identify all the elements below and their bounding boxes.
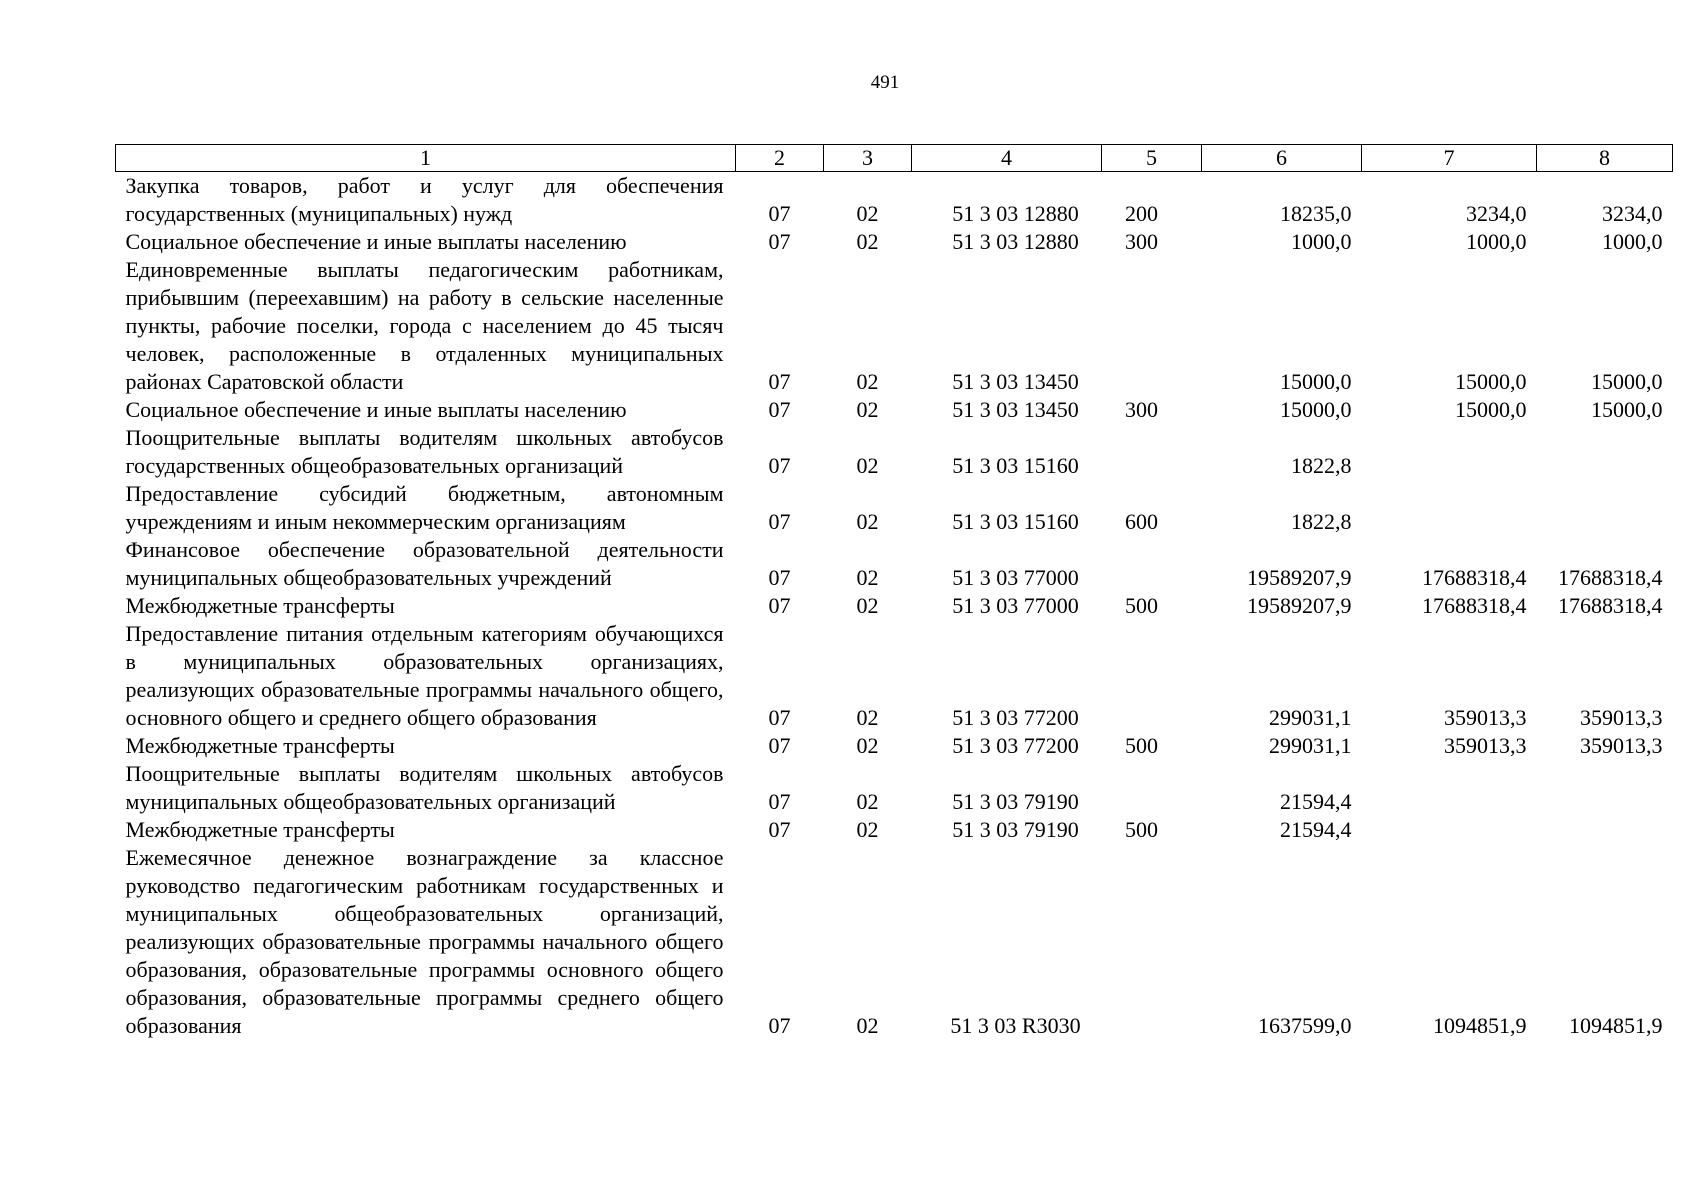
subsection-code: 02	[856, 229, 879, 254]
table-body	[116, 172, 1673, 1041]
amount-column-6: 18235,0	[1280, 201, 1352, 226]
table-header-row	[116, 145, 1673, 172]
amount-column-8	[1537, 424, 1673, 480]
target-article-code: 51 3 03 77200	[952, 705, 1079, 730]
amount-column-8: 15000,0	[1591, 397, 1663, 422]
amount-column-6: 1822,8	[1291, 453, 1352, 478]
amount-column-8: 3234,0	[1602, 201, 1663, 226]
amount-column-8: 17688318,4	[1558, 565, 1663, 590]
subsection-code: 02	[856, 565, 879, 590]
amount-column-7: 1094851,9	[1433, 1013, 1527, 1038]
target-article-code: 51 3 03 13450	[952, 369, 1079, 394]
amount-column-8	[1537, 480, 1673, 536]
column-header-7: 7	[1362, 145, 1537, 172]
subsection-code: 02	[856, 453, 879, 478]
page-number: 491	[870, 72, 900, 93]
expense-type-code: 300	[1125, 229, 1158, 254]
expense-type-code: 500	[1125, 733, 1158, 758]
row-description: Поощрительные выплаты водителям школьных автобусов муниципальных общеобразовательных организаций	[125, 761, 724, 814]
amount-column-7: 3234,0	[1466, 201, 1527, 226]
subsection-code: 02	[856, 1013, 879, 1038]
amount-column-8: 359013,3	[1580, 733, 1663, 758]
amount-column-8	[1537, 760, 1673, 816]
table-row	[116, 172, 1673, 229]
subsection-code: 02	[856, 509, 879, 534]
amount-column-8: 1094851,9	[1569, 1013, 1663, 1038]
column-header-2: 2	[736, 145, 824, 172]
target-article-code: 51 3 03 79190	[952, 817, 1079, 842]
row-description: Финансовое обеспечение образовательной деятельности муниципальных общеобразовательных учреждений	[125, 537, 724, 590]
amount-column-6: 1822,8	[1291, 509, 1352, 534]
expense-type-code	[1102, 424, 1202, 480]
target-article-code: 51 3 03 12880	[952, 229, 1079, 254]
target-article-code: 51 3 03 77000	[952, 565, 1079, 590]
row-description: Межбюджетные трансферты	[125, 817, 395, 842]
target-article-code: 51 3 03 12880	[952, 201, 1079, 226]
expense-type-code: 500	[1125, 593, 1158, 618]
column-header-4: 4	[912, 145, 1102, 172]
section-code: 07	[768, 397, 791, 422]
row-description: Поощрительные выплаты водителям школьных автобусов государственных общеобразовательных организаций	[125, 425, 724, 478]
target-article-code: 51 3 03 77200	[952, 733, 1079, 758]
expense-type-code: 300	[1125, 397, 1158, 422]
row-description: Межбюджетные трансферты	[125, 593, 395, 618]
expense-type-code	[1102, 620, 1202, 732]
expense-type-code	[1102, 760, 1202, 816]
section-code: 07	[768, 817, 791, 842]
section-code: 07	[768, 201, 791, 226]
subsection-code: 02	[856, 817, 879, 842]
column-header-3: 3	[824, 145, 912, 172]
subsection-code: 02	[856, 789, 879, 814]
section-code: 07	[768, 369, 791, 394]
column-header-6: 6	[1202, 145, 1362, 172]
row-description: Социальное обеспечение и иные выплаты населению	[125, 397, 627, 422]
amount-column-7	[1362, 424, 1537, 480]
section-code: 07	[768, 509, 791, 534]
target-article-code: 51 3 03 79190	[952, 789, 1079, 814]
target-article-code: 51 3 03 13450	[952, 397, 1079, 422]
row-description: Предоставление субсидий бюджетным, автономным учреждениям и иным некоммерческим организациям	[125, 481, 724, 534]
section-code: 07	[768, 229, 791, 254]
section-code: 07	[768, 733, 791, 758]
amount-column-7: 359013,3	[1444, 705, 1527, 730]
amount-column-6: 19589207,9	[1247, 565, 1352, 590]
section-code: 07	[768, 593, 791, 618]
amount-column-6: 15000,0	[1280, 369, 1352, 394]
subsection-code: 02	[856, 369, 879, 394]
table-row	[116, 816, 1673, 844]
amount-column-7: 17688318,4	[1422, 565, 1527, 590]
amount-column-6: 1637599,0	[1258, 1013, 1352, 1038]
subsection-code: 02	[856, 733, 879, 758]
amount-column-6: 299031,1	[1269, 705, 1352, 730]
table-row	[116, 732, 1673, 760]
column-header-5: 5	[1102, 145, 1202, 172]
expense-type-code: 600	[1125, 509, 1158, 534]
amount-column-6: 15000,0	[1280, 397, 1352, 422]
amount-column-6: 299031,1	[1269, 733, 1352, 758]
table-row	[116, 256, 1673, 396]
table-row	[116, 760, 1673, 816]
table-row	[116, 592, 1673, 620]
section-code: 07	[768, 705, 791, 730]
subsection-code: 02	[856, 593, 879, 618]
amount-column-7	[1362, 760, 1537, 816]
column-header-8: 8	[1537, 145, 1673, 172]
target-article-code: 51 3 03 15160	[952, 453, 1079, 478]
table-row	[116, 480, 1673, 536]
section-code: 07	[768, 565, 791, 590]
table-row	[116, 228, 1673, 256]
expense-type-code	[1102, 844, 1202, 1040]
row-description: Ежемесячное денежное вознаграждение за классное руководство педагогическим работникам государственных и муниципальных общеобразовательных организаций, реализующих образовательные программы начального общего образования, образовательные программы основного общего образования, образовательные программы среднего общего образования	[125, 845, 724, 1038]
amount-column-6: 21594,4	[1280, 789, 1352, 814]
section-code: 07	[768, 1013, 791, 1038]
table-row	[116, 424, 1673, 480]
column-header-1: 1	[116, 145, 736, 172]
section-code: 07	[768, 453, 791, 478]
amount-column-7	[1362, 816, 1537, 844]
expense-type-code: 500	[1125, 817, 1158, 842]
expense-type-code	[1102, 536, 1202, 592]
expense-type-code: 200	[1125, 201, 1158, 226]
section-code: 07	[768, 789, 791, 814]
amount-column-8: 17688318,4	[1558, 593, 1663, 618]
row-description: Межбюджетные трансферты	[125, 733, 395, 758]
target-article-code: 51 3 03 77000	[952, 593, 1079, 618]
amount-column-8	[1537, 816, 1673, 844]
subsection-code: 02	[856, 397, 879, 422]
amount-column-7: 1000,0	[1466, 229, 1527, 254]
row-description: Единовременные выплаты педагогическим работникам, прибывшим (переехавшим) на работу в сельские населенные пункты, рабочие поселки, города с населением до 45 тысяч человек, расположенные в отдаленных муниципальных районах Саратовской области	[125, 257, 724, 394]
amount-column-6: 19589207,9	[1247, 593, 1352, 618]
amount-column-8: 1000,0	[1602, 229, 1663, 254]
table-row	[116, 620, 1673, 732]
amount-column-8: 359013,3	[1580, 705, 1663, 730]
target-article-code: 51 3 03 R3030	[950, 1013, 1081, 1038]
row-description: Социальное обеспечение и иные выплаты населению	[125, 229, 627, 254]
amount-column-7: 359013,3	[1444, 733, 1527, 758]
amount-column-7: 17688318,4	[1422, 593, 1527, 618]
table-row	[116, 844, 1673, 1040]
row-description: Предоставление питания отдельным категориям обучающихся в муниципальных образовательных организациях, реализующих образовательные программы начального общего, основного общего и среднего общего образования	[125, 621, 724, 730]
table-row	[116, 396, 1673, 424]
row-description: Закупка товаров, работ и услуг для обеспечения государственных (муниципальных) нужд	[125, 173, 724, 226]
amount-column-8: 15000,0	[1591, 369, 1663, 394]
amount-column-6: 1000,0	[1291, 229, 1352, 254]
table-row	[116, 536, 1673, 592]
amount-column-7: 15000,0	[1455, 369, 1527, 394]
expense-type-code	[1102, 256, 1202, 396]
budget-table	[115, 144, 1673, 1040]
subsection-code: 02	[856, 201, 879, 226]
subsection-code: 02	[856, 705, 879, 730]
target-article-code: 51 3 03 15160	[952, 509, 1079, 534]
amount-column-7	[1362, 480, 1537, 536]
amount-column-7: 15000,0	[1455, 397, 1527, 422]
amount-column-6: 21594,4	[1280, 817, 1352, 842]
